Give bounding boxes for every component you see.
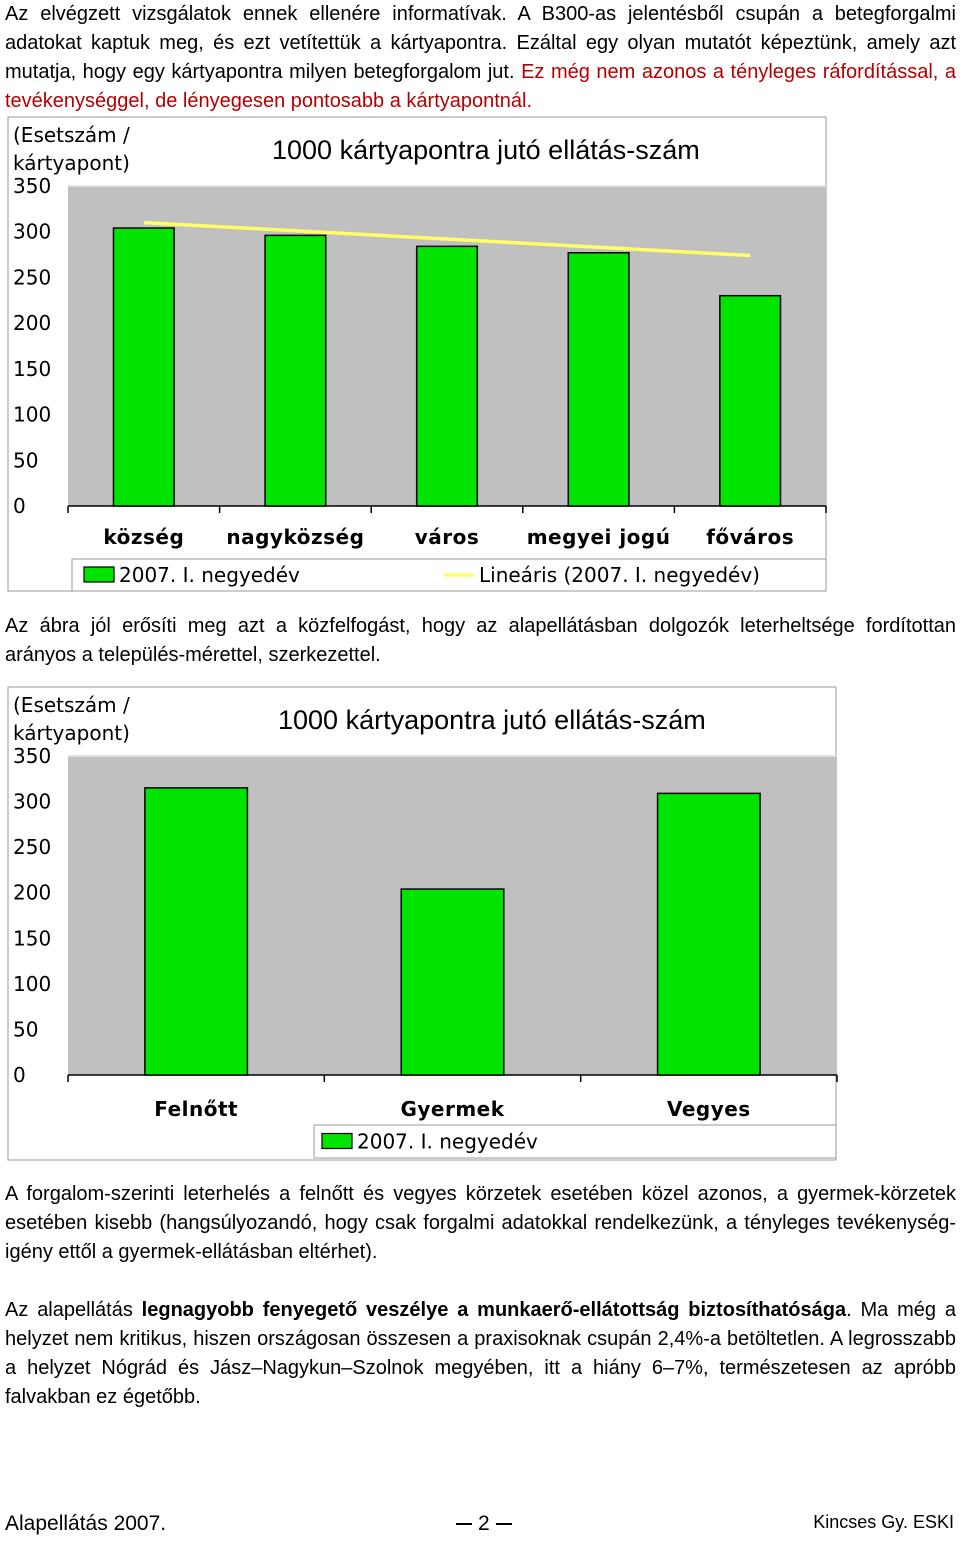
footer-page-number bbox=[456, 1512, 512, 1536]
chart-title: 1000 kártyapontra jutó ellátás-szám bbox=[278, 705, 706, 735]
intro-paragraph bbox=[5, 0, 956, 116]
y-tick-label: 250 bbox=[13, 265, 52, 290]
bar bbox=[401, 889, 504, 1075]
y-tick-label: 50 bbox=[13, 1017, 39, 1042]
chart1-caption: Az ábra jól erősíti meg azt a közfelfogást, hogy az alapellátásban dolgozók leterheltsége fordítottan arányos a település-mérettel, szerkezettel. bbox=[5, 615, 956, 666]
x-category-label: Vegyes bbox=[666, 1097, 751, 1121]
y-tick-label: 150 bbox=[13, 356, 52, 381]
closing-bold-text: legnagyobb fenyegető veszélye a munkaerő-ellátottság biztosíthatósága bbox=[141, 1299, 847, 1321]
bar bbox=[145, 788, 248, 1075]
bar bbox=[720, 296, 781, 506]
y-tick-label: 0 bbox=[13, 1063, 26, 1087]
x-category-label: Felnőtt bbox=[154, 1097, 239, 1121]
chart-title: 1000 kártyapontra jutó ellátás-szám bbox=[272, 135, 700, 165]
y-tick-label: 300 bbox=[13, 789, 52, 814]
legend-bar-swatch bbox=[322, 1134, 352, 1149]
y-axis-label-line: (Esetszám / bbox=[13, 693, 130, 717]
chart-settlement-type bbox=[0, 112, 960, 597]
y-axis-label-line: kártyapont) bbox=[13, 721, 130, 745]
y-tick-label: 350 bbox=[13, 744, 52, 768]
chart2-caption: A forgalom-szerinti leterhelés a felnőtt és vegyes körzetek esetében közel azonos, a gyermek-körzetek esetében kisebb (hangsúlyozandó, hogy csak forgalmi adatokkal rendelkezünk, a tényleges tevékenység-igény ettől a gyermek-ellátásban eltérhet). bbox=[5, 1183, 956, 1263]
x-category-label: Gyermek bbox=[400, 1097, 505, 1121]
x-category-label: nagyközség bbox=[226, 525, 365, 549]
bar bbox=[568, 253, 629, 506]
bar bbox=[658, 793, 761, 1075]
footer-right: Kincses Gy. ESKI bbox=[813, 1512, 954, 1532]
bar bbox=[265, 235, 326, 506]
y-axis-label-line: kártyapont) bbox=[13, 151, 130, 175]
y-tick-label: 100 bbox=[13, 971, 52, 996]
y-tick-label: 200 bbox=[13, 311, 52, 336]
legend-trend-label: Lineáris (2007. I. negyedév) bbox=[479, 563, 760, 587]
y-tick-label: 0 bbox=[13, 494, 26, 518]
y-tick-label: 350 bbox=[13, 174, 52, 198]
legend-series-label: 2007. I. negyedév bbox=[357, 1129, 538, 1154]
y-axis-label-line: (Esetszám / bbox=[13, 123, 130, 147]
intro-text: Az elvégzett vizsgálatok ennek ellenére informatívak. A B300-as jelentésből csupán a betegforgalmi adatokat kaptuk meg, és ezt vetítettük a kártyapontra. Ezáltal egy olyan mutatót képeztünk, amely azt mutatja, hogy egy kártyapontra milyen betegforgalom jut. bbox=[5, 3, 956, 83]
bar bbox=[113, 228, 174, 506]
y-tick-label: 50 bbox=[13, 448, 39, 473]
y-tick-label: 150 bbox=[13, 926, 52, 951]
y-tick-label: 100 bbox=[13, 402, 52, 427]
page-number: 2 bbox=[478, 1512, 490, 1535]
x-category-label: község bbox=[103, 525, 185, 549]
chart-practice-type bbox=[0, 682, 960, 1164]
y-tick-label: 300 bbox=[13, 219, 52, 244]
x-category-label: város bbox=[414, 525, 480, 549]
legend-series-label: 2007. I. negyedév bbox=[119, 563, 300, 587]
bar bbox=[417, 246, 478, 506]
y-tick-label: 200 bbox=[13, 880, 52, 905]
x-category-label: főváros bbox=[706, 525, 795, 549]
y-tick-label: 250 bbox=[13, 835, 52, 860]
x-category-label: megyei jogú bbox=[526, 525, 671, 549]
legend-bar-swatch bbox=[84, 567, 114, 582]
closing-text-1: Az alapellátás bbox=[5, 1299, 142, 1321]
closing-paragraph bbox=[5, 1296, 956, 1412]
footer-left: Alapellátás 2007. bbox=[5, 1512, 167, 1535]
closing-text-2: . Ma még a helyzet nem kritikus, hiszen országosan összesen a praxisoknak csupán 2,4%-a betöltetlen. A legrosszabb a helyzet Nógrád és Jász–Nagykun–Szolnok megyében, itt a hiány 6–7%, természetesen az apróbb falvakban ez égetőbb. bbox=[5, 1299, 957, 1408]
intro-highlight-text: Ez még nem azonos a tényleges ráfordítással, a tevékenységgel, de lényegesen pontosabb a kártyapontnál. bbox=[5, 61, 956, 112]
